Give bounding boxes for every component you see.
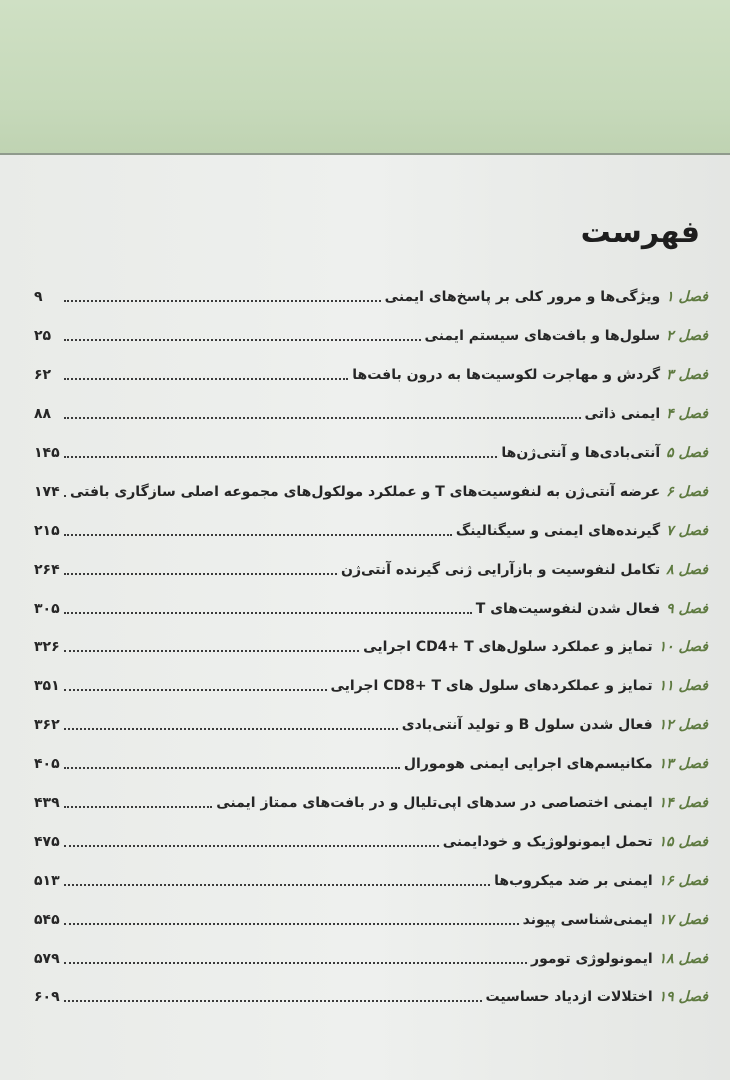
chapter-title: فعال شدن لنفوسیت‌های T bbox=[475, 600, 661, 617]
chapter-title: گیرنده‌های ایمنی و سیگنالینگ bbox=[455, 522, 661, 539]
toc-entry bbox=[34, 550, 708, 589]
page-number: ۲۵ bbox=[34, 328, 52, 345]
toc-entry bbox=[34, 356, 708, 395]
page-number: ۵۱۳ bbox=[34, 872, 60, 889]
chapter-number: فصل ۲ bbox=[666, 328, 708, 345]
chapter-number: فصل ۵ bbox=[666, 445, 708, 461]
page-number: ۲۱۵ bbox=[34, 522, 60, 539]
dot-leader bbox=[64, 650, 359, 652]
toc-entry bbox=[34, 317, 708, 356]
chapter-number: فصل ۱۶ bbox=[658, 872, 708, 889]
chapter-number: فصل ۷ bbox=[666, 522, 708, 539]
chapter-title: سلول‌ها و بافت‌های سیستم ایمنی bbox=[424, 328, 661, 345]
dot-leader bbox=[64, 456, 497, 458]
page-number: ۸۸ bbox=[34, 406, 52, 423]
chapter-number: فصل ۱۳ bbox=[658, 756, 708, 773]
chapter-number: فصل ۱۸ bbox=[658, 950, 708, 967]
chapter-number: فصل ۱ bbox=[666, 289, 708, 306]
toc-entry bbox=[34, 472, 708, 511]
chapter-number: فصل ۴ bbox=[666, 406, 708, 423]
chapter-title: ویژگی‌ها و مرور کلی بر پاسخ‌های ایمنی bbox=[384, 289, 661, 306]
page-number: ۳۰۵ bbox=[34, 600, 60, 617]
dot-leader bbox=[64, 962, 527, 964]
chapter-title: تمایز و عملکردهای سلول های CD8+ T اجرایی bbox=[330, 678, 653, 695]
chapter-title: ایمنی اختصاصی در سدهای اپی‌تلیال و در بافت‌های ممتاز ایمنی bbox=[216, 795, 653, 812]
page-number: ۳۲۶ bbox=[34, 639, 60, 656]
chapter-title: ایمنی ذاتی bbox=[584, 406, 661, 423]
dot-leader bbox=[64, 806, 212, 808]
dot-leader bbox=[64, 728, 398, 730]
chapter-number: فصل ۹ bbox=[666, 600, 708, 617]
page-number: ۶۰۹ bbox=[34, 989, 60, 1006]
dot-leader bbox=[64, 689, 327, 691]
dot-leader bbox=[64, 417, 581, 419]
chapter-title: تمایز و عملکرد سلول‌های CD4+ T اجرایی bbox=[363, 639, 653, 656]
chapter-number: فصل ۳ bbox=[666, 367, 708, 384]
chapter-title: ایمنی بر ضد میکروب‌ها bbox=[494, 872, 653, 889]
page-title: فهرست bbox=[580, 215, 700, 250]
chapter-title: تحمل ایمونولوژیک و خودایمنی bbox=[442, 833, 653, 850]
chapter-title: آنتی‌بادی‌ها و آنتی‌ژن‌ها bbox=[501, 445, 661, 461]
chapter-title: فعال شدن سلول B و تولید آنتی‌بادی bbox=[401, 717, 653, 734]
chapter-number: فصل ۱۹ bbox=[658, 989, 708, 1006]
chapter-title: اختلالات ازدیاد حساسیت bbox=[485, 989, 653, 1006]
toc-entry bbox=[34, 395, 708, 434]
dot-leader bbox=[64, 612, 472, 614]
dot-leader bbox=[64, 339, 421, 341]
toc-entry bbox=[34, 278, 708, 317]
toc-entry bbox=[34, 434, 708, 473]
chapter-number: فصل ۱۰ bbox=[658, 639, 708, 656]
dot-leader bbox=[64, 767, 400, 769]
dot-leader bbox=[64, 573, 337, 575]
chapter-title: ایمونولوژی تومور bbox=[531, 950, 653, 967]
toc-entry bbox=[34, 784, 708, 823]
chapter-number: فصل ۱۵ bbox=[658, 833, 708, 850]
chapter-title: عرضه آنتی‌ژن به لنفوسیت‌های T و عملکرد مولکول‌های مجموعه اصلی سازگاری بافتی bbox=[69, 483, 661, 500]
dot-leader bbox=[64, 495, 66, 497]
page-number: ۶۲ bbox=[34, 367, 52, 384]
dot-leader bbox=[64, 845, 439, 847]
chapter-number: فصل ۱۷ bbox=[658, 911, 708, 928]
cover-band bbox=[0, 0, 730, 155]
toc-entry bbox=[34, 628, 708, 667]
toc-entry bbox=[34, 939, 708, 978]
toc-entry bbox=[34, 900, 708, 939]
dot-leader bbox=[64, 378, 348, 380]
chapter-title: مکانیسم‌های اجرایی ایمنی هومورال bbox=[403, 756, 653, 773]
page-number: ۹ bbox=[34, 289, 43, 306]
chapter-title: تکامل لنفوسیت و بازآرایی ژنی گیرنده آنتی‌ژن bbox=[341, 561, 661, 578]
chapter-title: گردش و مهاجرت لکوسیت‌ها به درون بافت‌ها bbox=[352, 367, 661, 384]
toc-entry bbox=[34, 822, 708, 861]
chapter-number: فصل ۸ bbox=[666, 561, 708, 578]
page-number: ۵۴۵ bbox=[34, 911, 60, 928]
dot-leader bbox=[64, 1000, 482, 1002]
page-number: ۵۷۹ bbox=[34, 950, 60, 967]
toc-entry bbox=[34, 706, 708, 745]
chapter-number: فصل ۱۲ bbox=[658, 717, 708, 734]
table-of-contents bbox=[34, 278, 708, 1017]
chapter-number: فصل ۱۱ bbox=[658, 678, 708, 695]
chapter-number: فصل ۱۴ bbox=[658, 795, 708, 812]
page-number: ۱۷۴ bbox=[34, 483, 60, 500]
toc-entry bbox=[34, 667, 708, 706]
page-number: ۴۳۹ bbox=[34, 795, 60, 812]
dot-leader bbox=[64, 300, 381, 302]
toc-entry bbox=[34, 745, 708, 784]
page-number: ۴۷۵ bbox=[34, 833, 60, 850]
toc-entry bbox=[34, 589, 708, 628]
chapter-title: ایمنی‌شناسی پیوند bbox=[522, 911, 653, 928]
chapter-number: فصل ۶ bbox=[666, 483, 708, 500]
dot-leader bbox=[64, 884, 490, 886]
page-number: ۳۶۲ bbox=[34, 717, 60, 734]
toc-entry bbox=[34, 861, 708, 900]
page-number: ۳۵۱ bbox=[34, 678, 60, 695]
dot-leader bbox=[64, 923, 519, 925]
toc-entry bbox=[34, 978, 708, 1017]
page-number: ۱۴۵ bbox=[34, 445, 60, 461]
dot-leader bbox=[64, 534, 452, 536]
page-number: ۲۶۴ bbox=[34, 561, 60, 578]
page-number: ۴۰۵ bbox=[34, 756, 60, 773]
toc-entry bbox=[34, 511, 708, 550]
